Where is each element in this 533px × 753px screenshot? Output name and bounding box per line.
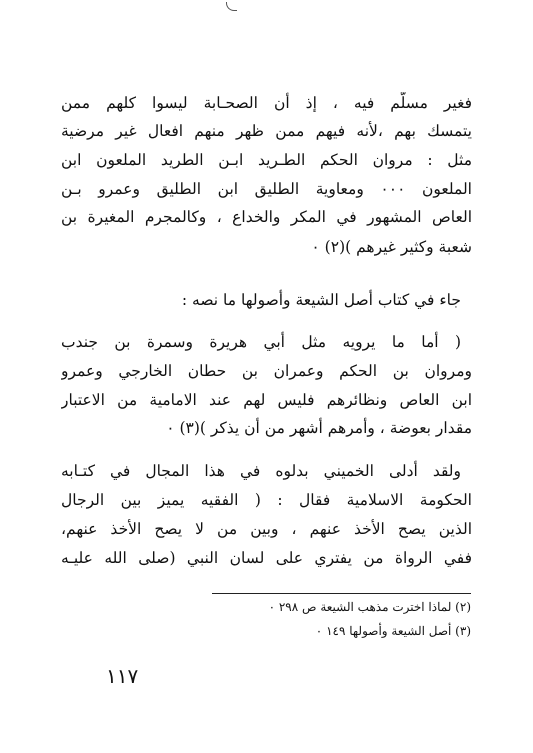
body-line: ( أما ما يرويه مثل أبي هريرة وسمرة بن جندب [61, 333, 461, 351]
footnote-separator [212, 593, 471, 594]
body-line: مقدار بعوضة ، وأمرهم أشهر من أن يذكر )(٣) ٠ [166, 419, 472, 437]
page-number: ١١٧ [106, 664, 139, 688]
body-line: الذين يصح الأخذ عنهم ، وبين من لا يصح الأخذ عنهم، [61, 520, 472, 538]
body-line: شعبة وكثير غيرهم )(٢) ٠ [311, 238, 472, 256]
corner-mark [226, 2, 237, 11]
footnote: (٣) أصل الشيعة وأصولها ١٤٩ ٠ [315, 624, 471, 638]
body-line: جاء في كتاب أصل الشيعة وأصولها ما نصه : [181, 291, 461, 309]
body-line: ففي الرواة من يفتري على لسان النبي (صلى الله عليـه [61, 549, 472, 567]
body-line: ولقد أدلى الخميني بدلوه في هذا المجال في كتـابه [61, 462, 461, 480]
body-line: الملعون ٠٠٠ ومعاوية الطليق ابن الطليق وعمرو بـن [61, 180, 472, 198]
footnote: (٢) لماذا اخترت مذهب الشيعة ص ٢٩٨ ٠ [268, 600, 471, 614]
body-line: مثل : مروان الحكم الطـريد ابـن الطريد الملعون ابن [61, 151, 472, 169]
body-line: ابن العاص ونظائرهم فليس لهم عند الامامية من الاعتبار [61, 391, 472, 409]
body-line: الحكومة الاسلامية فقال : ( الفقيه يميز بين الرجال [61, 491, 472, 509]
body-line: العاص المشهور في المكر والخداع ، وكالمجرم المغيرة بن [61, 208, 472, 226]
body-line: فغير مسلّم فيه ، إذ أن الصحـابة ليسوا كلهم ممن [61, 94, 472, 112]
body-line: ومروان بن الحكم وعمران بن حطان الخارجي وعمرو [61, 362, 472, 380]
body-line: يتمسك بهم ،لأنه فيهم ممن ظهر منهم افعال غير مرضية [61, 122, 472, 140]
